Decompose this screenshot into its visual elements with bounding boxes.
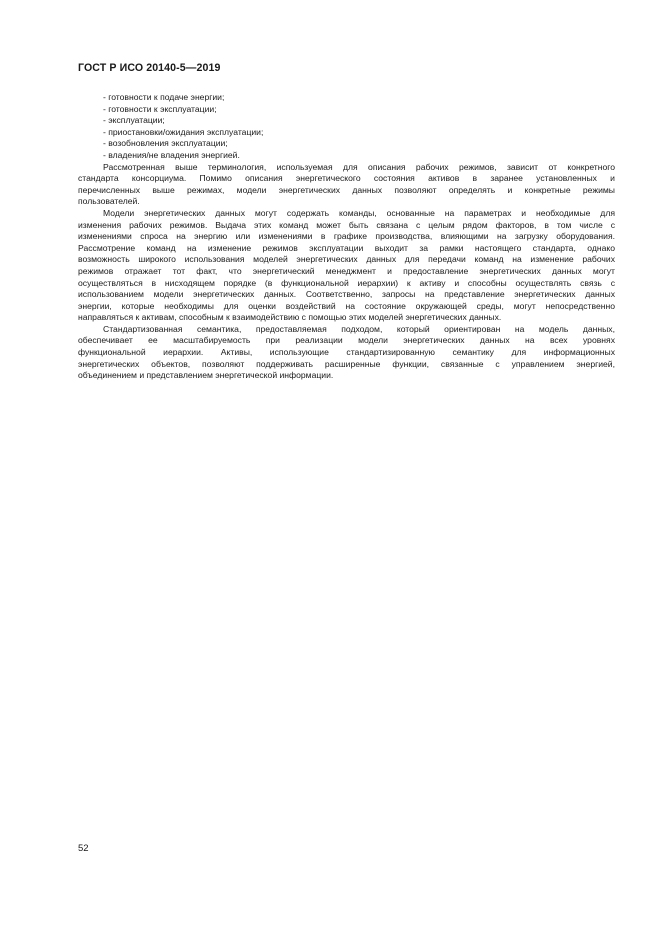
paragraph-line: Модели энергетических данных могут содержать команды, основанные на параметрах и необходимые для	[103, 207, 615, 218]
paragraph	[78, 324, 615, 382]
list-item: - эксплуатации;	[103, 115, 165, 126]
page-number: 52	[78, 843, 89, 854]
list-item: - владения/не владения энергией.	[103, 149, 240, 160]
document-body	[78, 92, 615, 382]
paragraph-line: использованием модели энергетических данных. Соответственно, запросы на представление энергетических данных	[78, 289, 615, 300]
list-item: - готовности к эксплуатации;	[103, 103, 217, 114]
paragraph-line: осуществляться в нисходящем порядке (в функциональной иерархии) к активу и способны осуществлять связь с	[78, 277, 615, 288]
paragraph-line: режимов отражает тот факт, что энергетический менеджмент и предоставление энергетических данных могут	[78, 265, 615, 276]
paragraph-line: пользователей.	[78, 196, 140, 207]
paragraph-line: возможность широкого использования моделей энергетических данных для передачи команд на изменение рабочих	[78, 254, 615, 265]
paragraph	[78, 208, 615, 324]
paragraph-line: изменения рабочих режимов. Выдача этих команд может быть связана с целым рядом факторов, в том числе с	[78, 219, 615, 230]
paragraph-line: энергетических объектов, позволяют поддерживать расширенные функции, связанные с управлением энергией,	[78, 358, 615, 369]
paragraph-line: Рассмотренная выше терминология, используемая для описания рабочих режимов, зависит от конкретного	[103, 161, 615, 172]
paragraph-line: стандарта консорциума. Помимо описания энергетического состояния активов в заранее установленных и	[78, 173, 615, 184]
paragraph-line: направляться к активам, способным к взаимодействию с помощью этих моделей энергетических данных.	[78, 312, 502, 323]
paragraph	[78, 162, 615, 208]
paragraph-line: функциональной иерархии. Активы, использующие стандартизированную семантику для информационных	[78, 347, 615, 358]
list-item: - готовности к подаче энергии;	[103, 92, 225, 102]
list-item: - возобновления эксплуатации;	[103, 138, 228, 149]
paragraph-line: объединением и представлением энергетической информации.	[78, 370, 334, 381]
paragraph-line: Стандартизованная семантика, предоставляемая подходом, который ориентирован на модель данных,	[103, 323, 615, 334]
paragraph-line: перечисленных выше режимах, модели энергетических данных позволяют определять и конкретные режимы	[78, 184, 615, 195]
list-item: - приостановки/ожидания эксплуатации;	[103, 126, 264, 137]
paragraph-line: изменениями спроса на энергию или изменениями в графике производства, влияющими на загрузку оборудования.	[78, 231, 615, 242]
paragraph-line: обеспечивает ее масштабируемость при реализации модели энергетических данных на всех уровнях	[78, 335, 615, 346]
paragraph-line: Рассмотрение команд на изменение режимов эксплуатации выходит за рамки настоящего стандарта, однако	[78, 242, 615, 253]
document-header: ГОСТ Р ИСО 20140-5—2019	[78, 62, 221, 74]
mode-list	[78, 92, 615, 162]
paragraph-line: энергии, которые необходимы для оценки воздействий на состояние окружающей среды, могут непосредственно	[78, 300, 615, 311]
